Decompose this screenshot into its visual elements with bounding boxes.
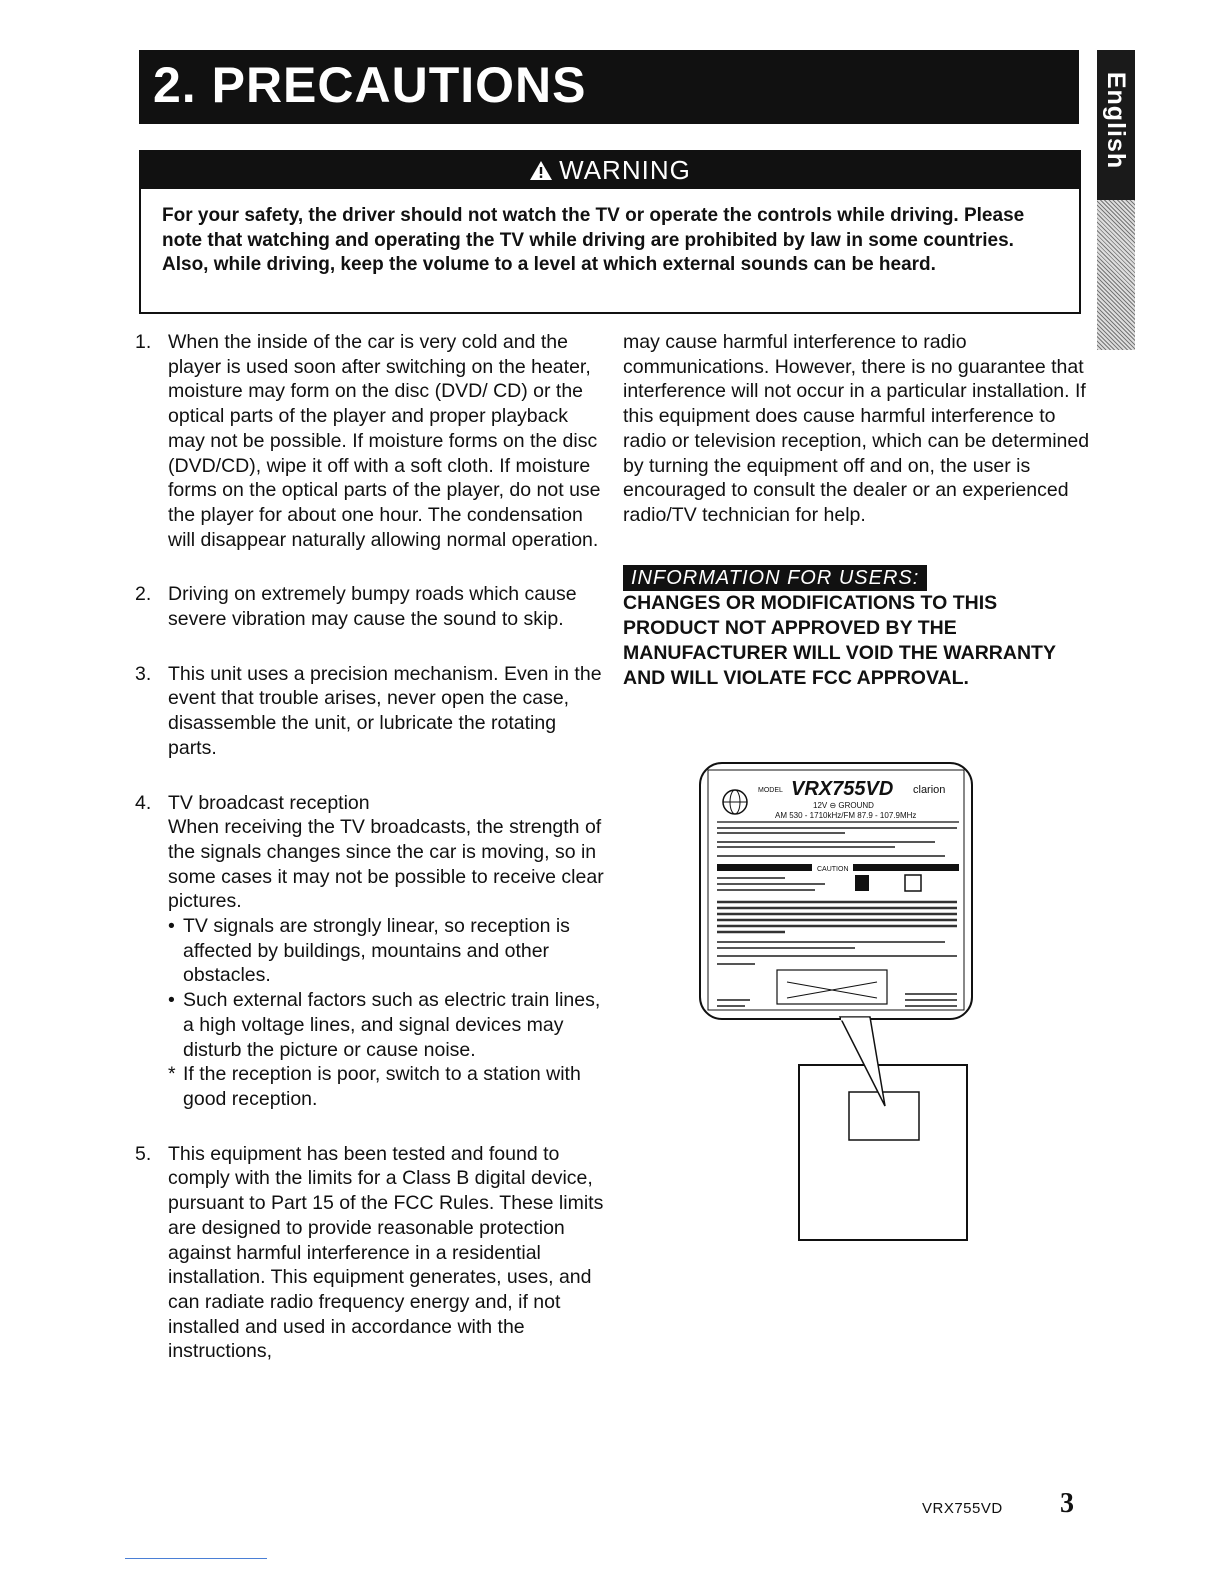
language-tab-pattern [1097, 200, 1135, 350]
precaution-item [135, 791, 605, 1112]
note-item: * If the reception is poor, switch to a station with good reception. [168, 1062, 605, 1111]
page-title: 2. PRECAUTIONS [153, 57, 587, 113]
item-title: TV broadcast reception [168, 791, 370, 814]
item-number: 3. [135, 662, 152, 685]
item-text: When the inside of the car is very cold and the player is used soon after switching on the heater, moisture may form on the disc (DVD/ CD) or the optical parts of the player and proper playback may not be possible. If moisture forms on the disc (DVD/CD), wipe it off with a soft cloth. If moisture forms on the optical parts of the player, do not use the player for about one hour. The condensation will disappear naturally allowing normal operation. [168, 331, 601, 551]
warning-header [141, 152, 1079, 189]
precaution-item [135, 1142, 605, 1364]
item-text: This unit uses a precision mechanism. Even in the event that trouble arises, never open the case, disassemble the unit, or lubricate the rotating parts. [168, 662, 602, 759]
bullet-text: TV signals are strongly linear, so reception is affected by buildings, mountains and other obstacles. [183, 915, 570, 987]
warning-box [139, 150, 1081, 314]
item-number: 1. [135, 331, 152, 353]
item-text: Driving on extremely bumpy roads which cause severe vibration may cause the sound to skip. [168, 583, 577, 631]
page-number: 3 [1060, 1488, 1074, 1519]
footer-model: VRX755VD [922, 1500, 1003, 1517]
precaution-item [135, 582, 605, 631]
item-number: 4. [135, 791, 152, 814]
continuation-text: may cause harmful interference to radio communications. However, there is no guarantee that interference will not occur in a particular installation. If this equipment does cause harmful interference to radio or television reception, which can be determined by turning the equipment off and on, the user is encouraged to consult the dealer or an experienced radio/TV technician for help. [623, 331, 1090, 526]
label-model-prefix: MODEL [758, 787, 783, 794]
bullet-text: Such external factors such as electric train lines, a high voltage lines, and signal devices may disturb the picture or cause noise. [183, 989, 601, 1061]
product-label-illustration [695, 760, 975, 1250]
item-text: This equipment has been tested and found to comply with the limits for a Class B digital device, pursuant to Part 15 of the FCC Rules. These limits are designed to provide reasonable protection against harmful interference in a residential installation. This equipment generates, uses, and can radiate radio frequency energy and, if not installed and used in accordance with the instructions, [168, 1142, 604, 1363]
info-for-users-badge: INFORMATION FOR USERS: [623, 565, 927, 592]
label-bands: AM 530 - 1710kHz/FM 87.9 - 107.9MHz [775, 811, 917, 820]
left-column [135, 330, 605, 1394]
label-brand: clarion [913, 784, 946, 796]
precaution-item [135, 330, 605, 552]
warning-heading: WARNING [559, 155, 691, 185]
label-model: VRX755VD [791, 778, 894, 800]
label-caution: CAUTION [817, 866, 849, 873]
warning-triangle-icon [529, 160, 553, 181]
bullet-item: • TV signals are strongly linear, so reception is affected by buildings, mountains and other obstacles. [168, 914, 605, 988]
label-power: 12V ⊖ GROUND [813, 801, 874, 810]
item-number: 2. [135, 583, 152, 606]
note-text: If the reception is poor, switch to a station with good reception. [183, 1063, 581, 1110]
item-text: When receiving the TV broadcasts, the strength of the signals changes since the car is moving, so in some cases it may not be possible to receive clear pictures. [168, 816, 604, 913]
footer-rule [125, 1558, 267, 1559]
item-number: 5. [135, 1142, 152, 1165]
language-tab-label: English [1102, 71, 1131, 169]
warning-text: For your safety, the driver should not watch the TV or operate the controls while driving. Please note that watching and operating the TV while driving are prohibited by law in some countries. Also, while driving, keep the volume to a level at which external sounds can be heard. [162, 205, 1025, 275]
language-tab [1097, 50, 1135, 350]
right-column [623, 330, 1093, 691]
page-title-bar [139, 50, 1079, 124]
fcc-notice: CHANGES OR MODIFICATIONS TO THIS PRODUCT NOT APPROVED BY THE MANUFACTURER WILL VOID THE WARRANTY AND WILL VIOLATE FCC APPROVAL. [623, 592, 1056, 690]
precaution-item [135, 662, 605, 761]
bullet-item: • Such external factors such as electric train lines, a high voltage lines, and signal devices may disturb the picture or cause noise. [168, 988, 605, 1062]
